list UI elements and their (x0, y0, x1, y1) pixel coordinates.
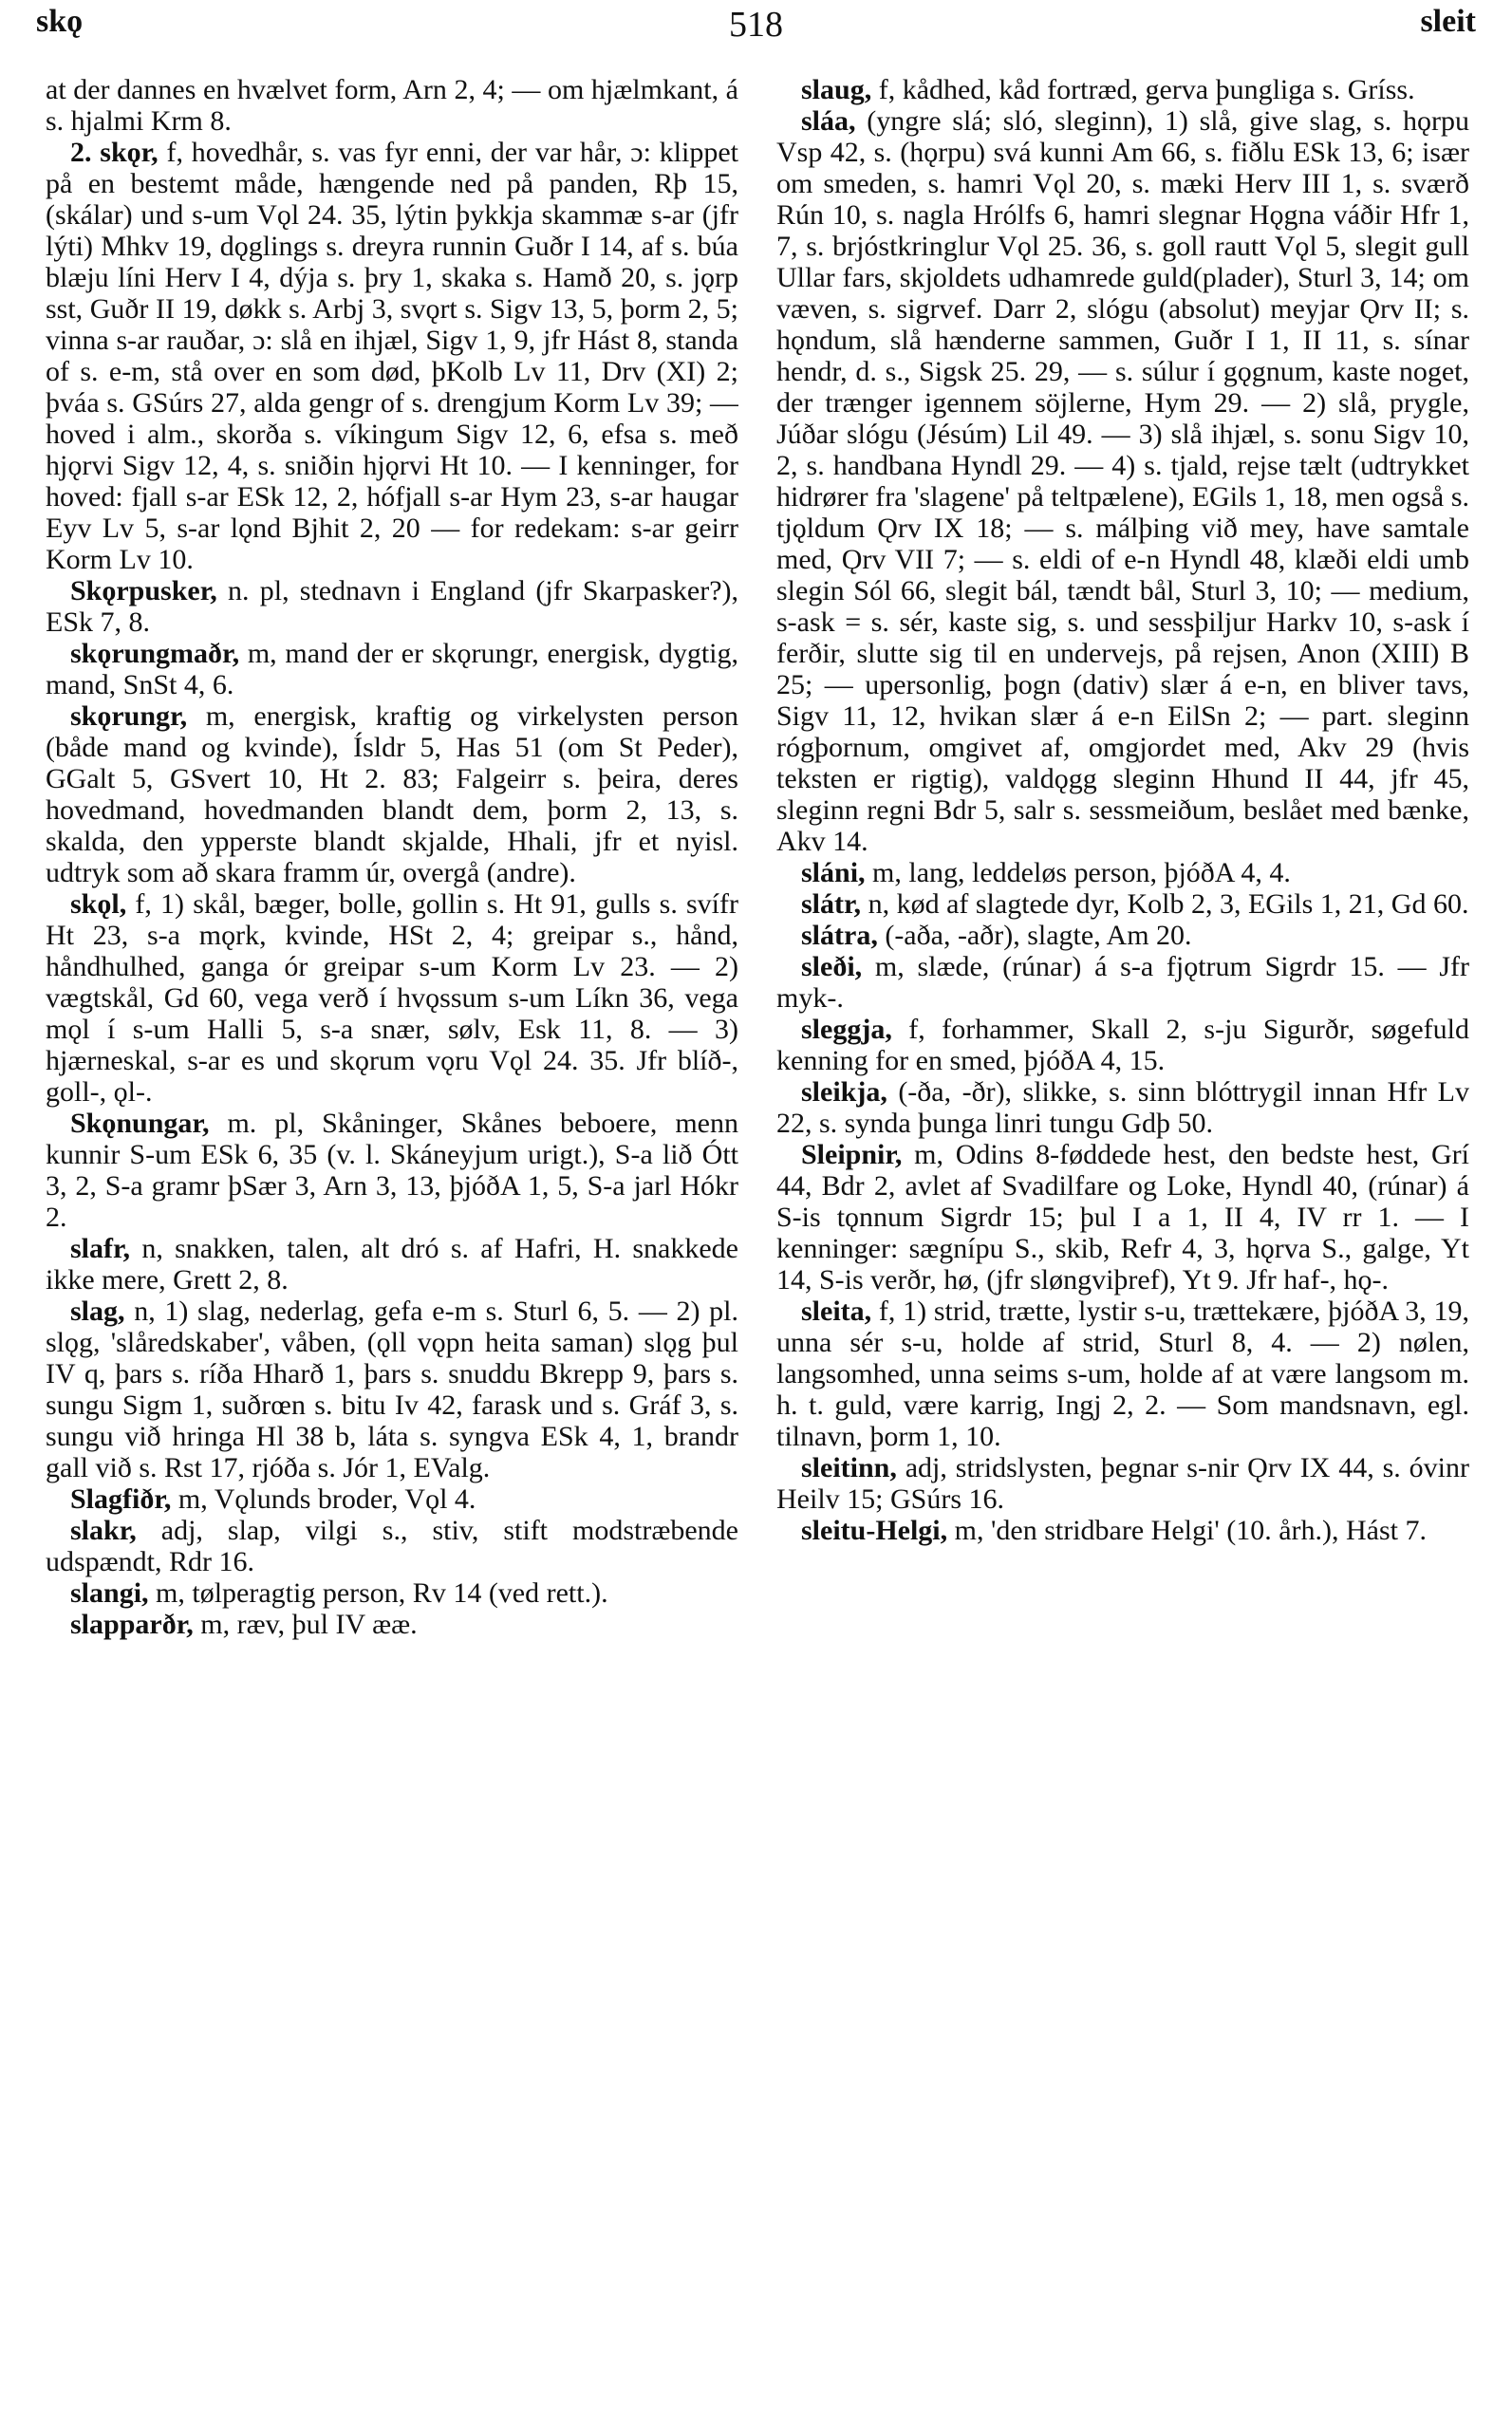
entry-body: m, lang, leddeløs person, þjóðA 4, 4. (865, 857, 1291, 888)
entry-headword: slag, (70, 1296, 125, 1327)
entry-headword: sleggja, (801, 1014, 892, 1045)
dictionary-entry (776, 1076, 1469, 1139)
entry-body: f, 1) strid, trætte, lystir s-u, trættekære, þjóðA 3, 19, unna sér s-u, holde af strid, Sturl 8, 4. — 2) nølen, langsomhed, unna seims s-um, holde af at være langsom m. h. t. guld, være karrig, Ingj 2, 2. — Som mandsnavn, egl. tilnavn, þorm 1, 10. (776, 1296, 1469, 1452)
dictionary-entry (46, 1577, 738, 1609)
entry-body: m, slæde, (rúnar) á s-a fjǫtrum Sigrdr 15. — Jfr myk-. (776, 951, 1469, 1014)
dictionary-entry (776, 74, 1469, 105)
entry-headword: skǫl, (70, 888, 127, 920)
dictionary-entry (776, 105, 1469, 857)
dictionary-entry (776, 1515, 1469, 1546)
dictionary-entry (776, 1452, 1469, 1515)
entry-headword: sleitinn, (801, 1452, 897, 1483)
entry-headword: sleitu-Helgi, (801, 1515, 948, 1546)
entry-headword: 2. skǫr, (70, 137, 159, 168)
entry-headword: slátra, (801, 920, 878, 951)
entry-body: adj, slap, vilgi s., stiv, stift modstræbende udspændt, Rdr 16. (46, 1515, 738, 1577)
entry-body: f, 1) skål, bæger, bolle, gollin s. Ht 91, gulls s. svífr Ht 23, s-a mǫrk, kvinde, HSt 2, 4; greipar s., hånd, håndhulhed, ganga ór greipar s-um Korm Lv 23. — 2) vægtskål, Gd 60, vega verð í hvǫssum s-um Líkn 36, vega mǫl í s-um Halli 5, s-a snær, sølv, Esk 11, 8. — 3) hjærneskal, s-ar es und skǫrum vǫru Vǫl 24. 35. Jfr blíð-, goll-, ǫl-. (46, 888, 738, 1108)
entry-body: at der dannes en hvælvet form, Arn 2, 4; — om hjælmkant, á s. hjalmi Krm 8. (46, 74, 738, 137)
entry-headword: slaug, (801, 74, 872, 105)
entry-body: m, energisk, kraftig og virkelysten person (både mand og kvinde), Ísldr 5, Has 51 (om St Peder), GGalt 5, GSvert 10, Ht 2. 83; Falgeirr s. þeira, deres hovedmand, hovedmanden blandt dem, þorm 2, 13, s. skalda, den ypperste blandt skjalde, Hhali, jfr et nyisl. udtryk som að skara framm úr, overgå (andre). (46, 700, 738, 888)
entry-headword: Slagfiðr, (70, 1483, 172, 1515)
entry-body: (yngre slá; sló, sleginn), 1) slå, give slag, s. hǫrpu Vsp 42, s. (hǫrpu) svá kunni Am 66, s. fiðlu ESk 13, 6; især om smeden, s. hamri Vǫl 20, s. mæki Herv III 1, s. sværð Rún 10, s. nagla Hrólfs 6, hamri slegnar Hǫgna váðir Hfr 1, 7, s. brjóstkringlur Vǫl 25. 36, s. goll rautt Vǫl 5, slegit gull Ullar fars, skjoldets udhamrede guld(plader), Sturl 3, 14; om væven, s. sigrvef. Darr 2, slógu (absolut) meyjar Ǫrv II; s. hǫndum, slå hænderne sammen, Guðr I 1, II 11, s. sínar hendr, d. s., Sigsk 25. 29, — s. súlur í gǫgnum, kaste noget, der trænger igennem söjlerne, Hym 29. — 2) slå, prygle, Júðar slógu (Jésúm) Lil 49. — 3) slå ihjæl, s. sonu Sigv 10, 2, s. handbana Hyndl 29. — 4) s. tjald, rejse tælt (udtrykket hidrører fra 'slagene' på teltpælene), EGils 1, 18, men også s. tjǫldum Ǫrv IX 18; — s. málþing við mey, have samtale med, Ǫrv VII 7; — s. eldi of e-n Hyndl 48, klæði eldi umb slegin Sól 66, slegit bál, tændt bål, Sturl 3, 10; — medium, s-ask = s. sér, kaste sig, s. und sessþiljur Harkv 10, s-ask í ferðir, slutte sig til en undervejs, på rejsen, Anon (XIII) B 25; — upersonlig, þogn (dativ) slær á e-n, en bliver tavs, Sigv 11, 12, hvikan slær á e-n EilSn 2; — part. sleginn rógþornum, omgivet af, omgjordet med, Akv 29 (hvis teksten er rigtig), valdǫgg sleginn Hhund II 44, jfr 45, sleginn regni Bdr 5, salr s. sessmeiðum, beslået med bænke, Akv 14. (776, 105, 1469, 857)
dictionary-entry (776, 1014, 1469, 1076)
entry-headword: Skǫrpusker, (70, 575, 217, 606)
dictionary-entry (46, 1108, 738, 1233)
dictionary-entry (776, 951, 1469, 1014)
entry-headword: sleita, (801, 1296, 872, 1327)
entry-body: m, ræv, þul IV ææ. (193, 1609, 418, 1640)
entry-body: m, 'den stridbare Helgi' (10. årh.), Hást 7. (947, 1515, 1427, 1546)
entry-body: f, forhammer, Skall 2, s-ju Sigurðr, søgefuld kenning for en smed, þjóðA 4, 15. (776, 1014, 1469, 1076)
entry-body: m. pl, Skåninger, Skånes beboere, menn kunnir S-um ESk 6, 35 (v. l. Skáneyjum urigt.), S-a lið Ótt 3, 2, S-a gramr þSær 3, Arn 3, 13, þjóðA 1, 5, S-a jarl Hókr 2. (46, 1108, 738, 1233)
entry-body: adj, stridslysten, þegnar s-nir Ǫrv IX 44, s. óvinr Heilv 15; GSúrs 16. (776, 1452, 1469, 1515)
dictionary-entry (776, 1296, 1469, 1452)
entry-headword: sleði, (801, 951, 863, 982)
entry-body: f, hovedhår, s. vas fyr enni, der var hår, ɔ: klippet på en bestemt måde, hængende ned på panden, Rþ 15, (skálar) und s-um Vǫl 24. 35, lýtin þykkja skammæ s-ar (jfr lýti) Mhkv 19, dǫglings s. dreyra runnin Guðr I 14, af s. búa blæju líni Herv I 4, dýja s. þry 1, skaka s. Hamð 20, s. jǫrp sst, Guðr II 19, døkk s. Arbj 3, svǫrt s. Sigv 13, 5, þorm 2, 5; vinna s-ar rauðar, ɔ: slå en ihjæl, Sigv 1, 9, jfr Hást 8, standa of s. e-m, stå over en som død, þKolb Lv 11, Drv (XI) 2; þváa s. GSúrs 27, alda gengr of s. drengjum Korm Lv 39; — hoved i alm., skorða s. víkingum Sigv 12, 6, efsa s. með hjǫrvi Sigv 12, 4, s. sniðin hjǫrvi Ht 10. — I kenninger, for hoved: fjall s-ar ESk 12, 2, hófjall s-ar Hym 23, s-ar haugar Eyv Lv 5, s-ar lǫnd Bjhit 2, 20 — for redekam: s-ar geirr Korm Lv 10. (46, 137, 738, 575)
dictionary-entry (46, 1483, 738, 1515)
right-column (776, 74, 1469, 2409)
entry-headword: Skǫnungar, (70, 1108, 210, 1139)
entry-body: (-aða, -aðr), slagte, Am 20. (877, 920, 1192, 951)
dictionary-entry (46, 137, 738, 575)
entry-body: n, 1) slag, nederlag, gefa e-m s. Sturl 6, 5. — 2) pl. slǫg, 'slåredskaber', våben, (ǫll vǫpn heita saman) slǫg þul IV q, þars s. ríða Hharð 1, þars s. snuddu Bkrepp 9, þars s. sungu Sigm 1, suðrœn s. bitu Iv 42, farask und s. Gráf 3, s. sungu við hringa Hl 38 b, láta s. syngva ESk 4, 1, brandr gall við s. Rst 17, rjóða s. Jór 1, EValg. (46, 1296, 738, 1483)
dictionary-entry (46, 1233, 738, 1296)
dictionary-entry (46, 74, 738, 137)
dictionary-entry (46, 1609, 738, 1640)
dictionary-entry (776, 857, 1469, 888)
dictionary-entry (46, 638, 738, 700)
entry-headword: slangi, (70, 1577, 149, 1609)
entry-body: m, mand der er skǫrungr, energisk, dygtig, mand, SnSt 4, 6. (46, 638, 738, 700)
dictionary-entry (46, 1515, 738, 1577)
dictionary-entry (46, 888, 738, 1108)
entry-headword: Sleipnir, (801, 1139, 903, 1170)
entry-headword: skǫrungmaðr, (70, 638, 240, 669)
page-header (36, 0, 1476, 55)
page-number: 518 (729, 5, 783, 45)
entry-headword: slapparðr, (70, 1609, 194, 1640)
entry-body: m, Vǫlunds broder, Vǫl 4. (171, 1483, 476, 1515)
entry-body: (-ða, -ðr), slikke, s. sinn blóttrygil innan Hfr Lv 22, s. synda þunga linri tungu Gdþ 50. (776, 1076, 1469, 1139)
dictionary-entry (46, 1296, 738, 1483)
header-left-guideword: skǫ (36, 4, 84, 39)
entry-headword: slakr, (70, 1515, 137, 1546)
entry-body: n, kød af slagtede dyr, Kolb 2, 3, EGils 1, 21, Gd 60. (861, 888, 1469, 920)
entry-headword: sláa, (801, 105, 856, 137)
left-column (46, 74, 738, 2409)
header-right-guideword: sleit (1420, 4, 1476, 39)
entry-body: m, tølperagtig person, Rv 14 (ved rett.). (148, 1577, 608, 1609)
entry-headword: skǫrungr, (70, 700, 188, 732)
dictionary-entry (776, 920, 1469, 951)
entry-headword: sláni, (801, 857, 866, 888)
dictionary-entry (46, 575, 738, 638)
entry-body: m, Odins 8-føddede hest, den bedste hest, Grí 44, Bdr 2, avlet af Svadilfare og Loke, Hyndl 40, (rúnar) á S-is tǫnnum Sigrdr 15; þul I a 1, II 4, IV rr 1. — I kenninger: sægnípu S., skib, Refr 4, 3, hǫrva S., galge, Yt 14, S-is verðr, hø, (jfr sløngviþref), Yt 9. Jfr haf-, hǫ-. (776, 1139, 1469, 1296)
dictionary-entry (776, 1139, 1469, 1296)
entry-body: n. pl, stednavn i England (jfr Skarpasker?), ESk 7, 8. (46, 575, 738, 638)
entry-body: n, snakken, talen, alt dró s. af Hafri, H. snakkede ikke mere, Grett 2, 8. (46, 1233, 738, 1296)
entry-headword: slafr, (70, 1233, 131, 1264)
entry-headword: sleikja, (801, 1076, 887, 1108)
entry-headword: slátr, (801, 888, 862, 920)
entry-body: f, kådhed, kåd fortræd, gerva þungliga s. Gríss. (871, 74, 1415, 105)
dictionary-entry (776, 888, 1469, 920)
dictionary-entry (46, 700, 738, 888)
